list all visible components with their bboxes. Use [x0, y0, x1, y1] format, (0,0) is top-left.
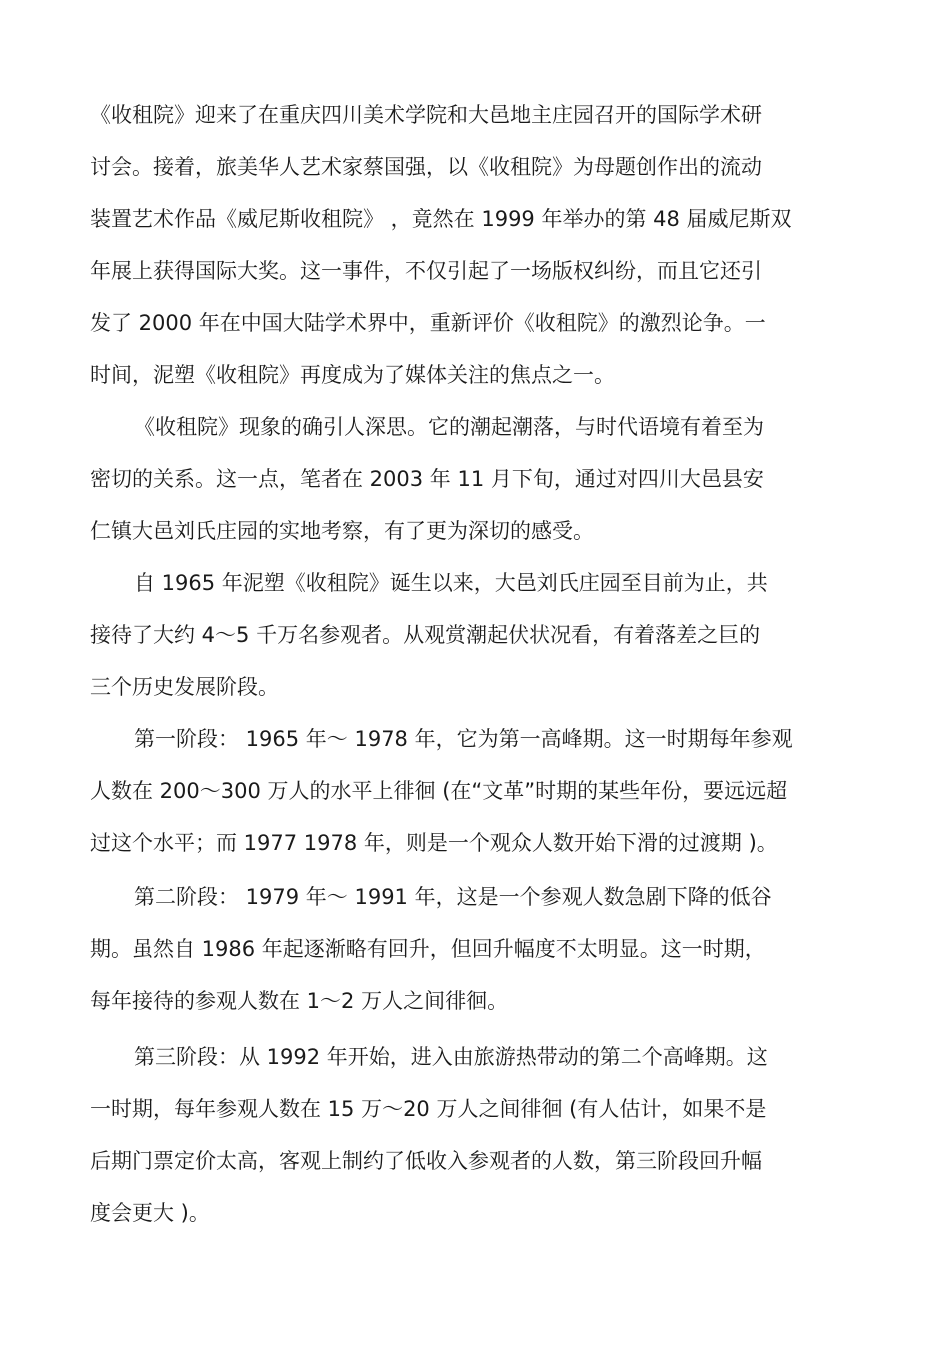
text-line: 时间，泥塑《收租院》再度成为了媒体关注的焦点之一。 [90, 363, 615, 387]
paragraph-start-line: 自 1965 年泥塑《收租院》诞生以来，大邑刘氏庄园至目前为止，共 [134, 571, 768, 595]
text-line: 度会更大 )。 [90, 1201, 210, 1225]
paragraph-start-line: 《收租院》现象的确引人深思。它的潮起潮落，与时代语境有着至为 [134, 415, 764, 439]
text-line: 三个历史发展阶段。 [90, 675, 279, 699]
text-line: 一时期，每年参观人数在 15 万～20 万人之间徘徊 (有人估计，如果不是 [90, 1097, 767, 1121]
text-line: 年展上获得国际大奖。这一事件，不仅引起了一场版权纠纷，而且它还引 [90, 259, 762, 283]
text-line: 装置艺术作品《威尼斯收租院》 ，竟然在 1999 年举办的第 48 届威尼斯双 [90, 207, 792, 231]
paragraph-start-line: 第三阶段：从 1992 年开始，进入由旅游热带动的第二个高峰期。这 [134, 1045, 768, 1069]
text-line: 每年接待的参观人数在 1～2 万人之间徘徊。 [90, 989, 509, 1013]
text-line: 期。虽然自 1986 年起逐渐略有回升，但回升幅度不太明显。这一时期， [90, 937, 766, 961]
text-line: 后期门票定价太高，客观上制约了低收入参观者的人数，第三阶段回升幅 [90, 1149, 762, 1173]
text-line: 密切的关系。这一点，笔者在 2003 年 11 月下旬，通过对四川大邑县安 [90, 467, 764, 491]
text-line: 人数在 200～300 万人的水平上徘徊 (在“文革”时期的某些年份，要远远超 [90, 779, 788, 803]
text-line: 仁镇大邑刘氏庄园的实地考察，有了更为深切的感受。 [90, 519, 594, 543]
text-line: 接待了大约 4～5 千万名参观者。从观赏潮起伏状况看，有着落差之巨的 [90, 623, 761, 647]
paragraph-start-line: 第一阶段： 1965 年～ 1978 年，它为第一高峰期。这一时期每年参观 [134, 727, 793, 751]
text-line: 讨会。接着，旅美华人艺术家蔡国强，以《收租院》为母题创作出的流动 [90, 155, 762, 179]
text-line: 《收租院》迎来了在重庆四川美术学院和大邑地主庄园召开的国际学术研 [90, 103, 762, 127]
text-line: 过这个水平；而 1977 1978 年，则是一个观众人数开始下滑的过渡期 )。 [90, 831, 778, 855]
text-line: 发了 2000 年在中国大陆学术界中，重新评价《收租院》的激烈论争。一 [90, 311, 766, 335]
paragraph-start-line: 第二阶段： 1979 年～ 1991 年，这是一个参观人数急剧下降的低谷 [134, 885, 772, 909]
